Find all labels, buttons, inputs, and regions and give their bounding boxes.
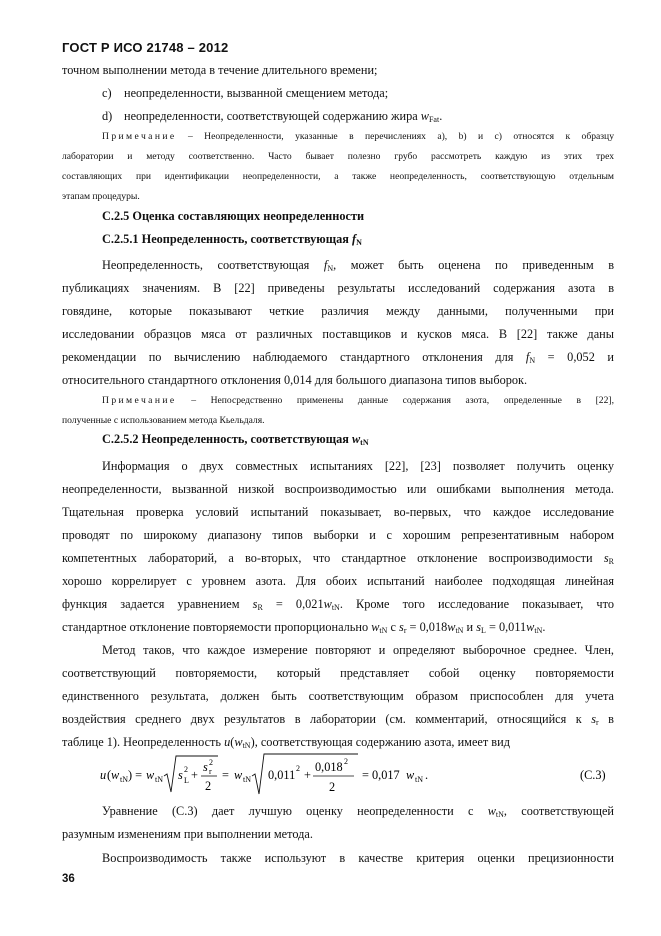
para-5-line-1: Воспроизводимость также используют в качестве критерия оценки прецизионности [102, 851, 614, 865]
svg-text:+: + [304, 768, 311, 782]
section-heading: С.2.5 Оценка составляющих неопределенности [102, 209, 365, 223]
note-1-line-4: этапам процедуры. [62, 191, 140, 202]
page-number: 36 [62, 873, 75, 885]
svg-text:+: + [191, 768, 198, 782]
svg-text:w: w [234, 768, 243, 782]
para-2-line-7: функция задается уравнением $s_R = 0,021w_{tN}$. Кроме того исследование показывает, что [62, 597, 614, 612]
svg-text:tN: tN [415, 775, 423, 784]
eq-denom: 2 [329, 780, 336, 794]
eq-result: = 0,017 [362, 768, 400, 782]
note-1-line-3: составляющих при идентификации неопределенности, а также неопределенность, соответствующую отдельным [62, 171, 614, 182]
para-2-line-2: неопределенности, вызванной низкой воспроизводимостью или ошибками выполнения метода. [62, 482, 614, 496]
list-label-d: d) [102, 109, 113, 123]
para-1-line-6: относительного стандартного отклонения 0,014 для большого диапазона типов выборок. [62, 373, 528, 387]
para-2-line-8: стандартное отклонение повторяемости пропорционально $w_{tN}$ с $s_r = 0,018w_{tN}$ и $s_L = 0,011w_{tN}$. [62, 620, 546, 635]
note-1: Примечание – Неопределенности, указанные в перечислениях а), b) и с) относятся к образцу [102, 131, 614, 142]
para-3-line-1: Метод таков, что каждое измерение повторяют и определяют выборочное среднее. Член, [102, 643, 614, 657]
eq-n2: 0,018 [315, 760, 343, 774]
svg-text:r: r [209, 767, 212, 776]
svg-text:tN: tN [243, 775, 251, 784]
svg-text:L: L [184, 776, 189, 785]
note-2-line-2: полученные с использованием метода Кьельдаля. [62, 415, 265, 426]
svg-text:tN: tN [120, 775, 128, 784]
svg-text:w: w [146, 768, 155, 782]
svg-text:=: = [222, 768, 229, 782]
svg-text:2: 2 [184, 765, 188, 774]
eq-exp-1: 2 [296, 764, 300, 773]
para-2-line-4: проводят по широкому диапазону типов выборки и с хорошим репрезентативным набором [62, 528, 614, 542]
eq-n1: 0,011 [268, 768, 296, 782]
svg-text:tN: tN [155, 775, 163, 784]
para-1-line-3: говядине, которые показывают четкие различия между данными, полученными при [62, 304, 614, 318]
para-3-line-2: соответствующий повторяемости, который представляет собой оценку повторяемости [62, 666, 614, 680]
svg-text:w: w [111, 768, 120, 782]
subsection-heading-2: С.2.5.2 Неопределенность, соответствующая $w_{tN}$ [102, 432, 369, 447]
svg-text:2: 2 [205, 779, 212, 793]
eq-exp-2: 2 [344, 757, 348, 766]
equation-c3 [100, 752, 620, 800]
continued-paragraph: точном выполнении метода в течение длительного времени; [62, 63, 378, 77]
document-header: ГОСТ Р ИСО 21748 – 2012 [62, 40, 229, 55]
svg-text:w: w [406, 768, 415, 782]
svg-text:s: s [203, 760, 208, 774]
para-3-line-5: таблице 1). Неопределенность $u(w_{tN})$, соответствующая содержанию азота, имеет вид [62, 735, 510, 750]
para-2-line-3: Тщательная проверка условий испытаний показывает, во-первых, что каждое исследование [62, 505, 614, 519]
para-3-line-3: единственного результата, должен быть соответствующим образом приспособлен для учета [62, 689, 614, 703]
equation-number: (С.3) [580, 768, 606, 782]
note-1-line-2: лаборатории и методу соответственно. Часто бывает полезно грубо рассмотреть каждую из этих трех [62, 151, 614, 162]
para-1-line-2: публикациях значениям. В [22] приведены результаты исследований содержания азота в [62, 281, 614, 295]
subsection-heading-1: С.2.5.1 Неопределенность, соответствующая $f_N$ [102, 232, 362, 247]
list-label-c: c) [102, 86, 112, 100]
para-2-line-5: компетентных лабораторий, а во-вторых, что стандартное отклонение воспроизводимости $s_R$ [62, 551, 614, 566]
list-item-d: неопределенности, соответствующей содержанию жира $w_{Fat}$. [124, 109, 443, 124]
svg-text:.: . [425, 768, 429, 782]
para-4-line-2: разумным изменениям при выполнении метода. [62, 827, 313, 841]
svg-text:) =: ) = [128, 768, 143, 782]
para-2-line-6: хорошо коррелирует с уровнем азота. Для обоих испытаний наиболее подходящая линейная [62, 574, 614, 588]
para-1-line-1: Неопределенность, соответствующая $f_N$, может быть оценена по приведенным в [102, 258, 614, 273]
note-2: Примечание – Непосредственно применены данные содержания азота, определенные в [22], [102, 395, 614, 406]
para-3-line-4: воздействия среднего двух результатов в лаборатории (см. комментарий, относящийся к $s_r$ в [62, 712, 614, 727]
list-item-c: неопределенности, вызванной смещением метода; [124, 86, 389, 100]
svg-text:(: ( [107, 768, 112, 782]
para-4-line-1: Уравнение (С.3) дает лучшую оценку неопределенности с $w_{tN}$, соответствующей [102, 804, 614, 819]
para-2-line-1: Информация о двух совместных испытаниях [22], [23] позволяет получить оценку [102, 459, 614, 473]
para-1-line-4: исследовании образцов мяса от различных поставщиков и кусков мяса. В [22] также даны [62, 327, 614, 341]
svg-text:2: 2 [209, 758, 213, 767]
svg-text:s: s [178, 768, 183, 782]
para-1-line-5: рекомендации по вычислению наблюдаемого стандартного отклонения для $f_N = 0,052$ и [62, 350, 614, 365]
svg-text:u: u [100, 768, 107, 782]
